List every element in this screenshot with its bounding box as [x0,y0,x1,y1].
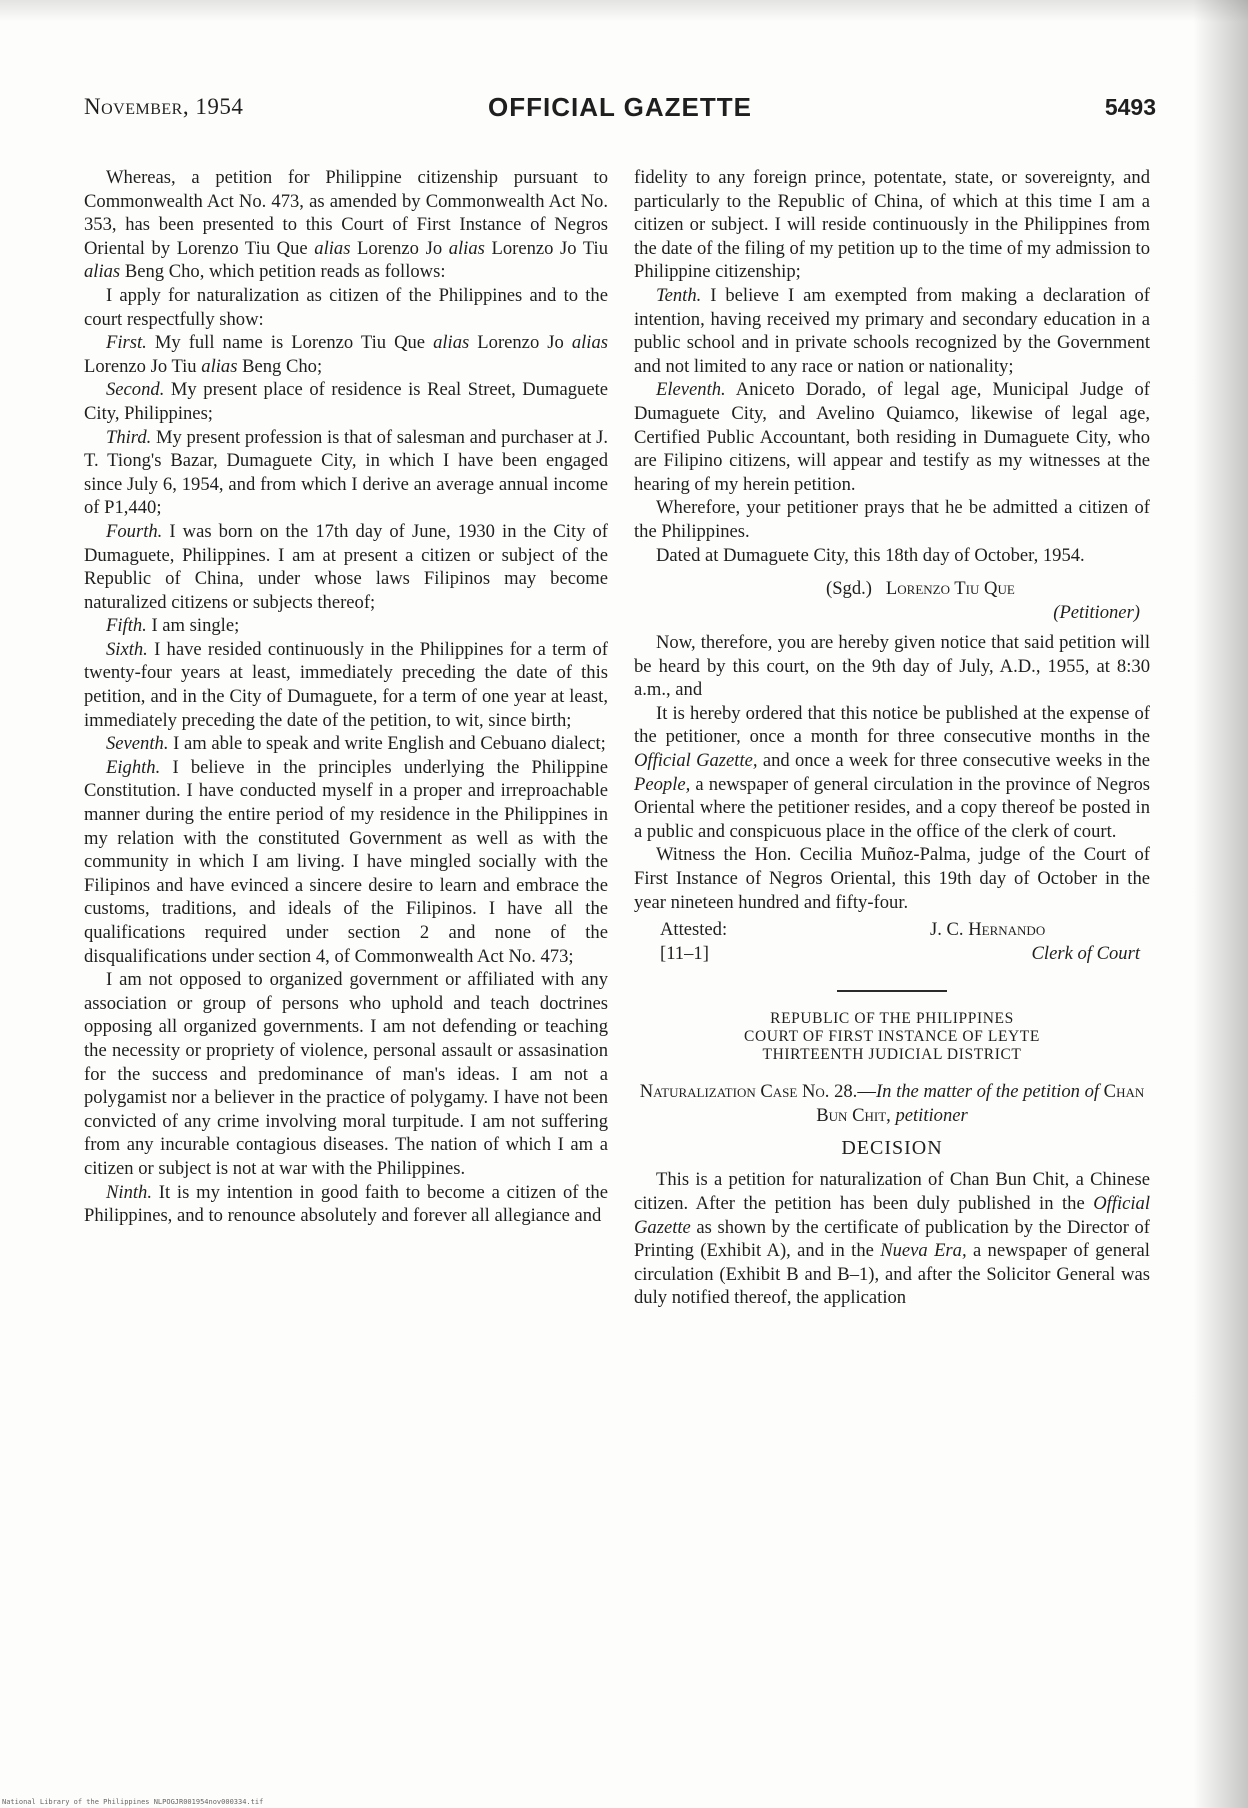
caption-court: COURT OF FIRST INSTANCE OF LEYTE [744,1028,1040,1046]
scan-footer: National Library of the Philippines NLPOGJR001954nov000334.tif [2,1798,264,1806]
order-paragraph: It is hereby ordered that this notice be published at the expense of the petitioner, once a month for three consecutive months in the Official Gazette, and once a week for three consecutive weeks in the People, a newspaper of general circulation in the province of Negros Oriental where the petitioner resides, and a copy thereof be posted in a public and conspicuous place in the office of the clerk of court. [634,702,1151,842]
clerk-role: Clerk of Court [1031,943,1140,965]
case-title: Naturalization Case No. 28.—In the matter of the petition of Chan Bun Chit, petitioner [639,1081,1145,1126]
seventh-paragraph: Seventh. I am able to speak and write English and Cebuano dialect; [106,733,606,755]
decision-body: This is a petition for naturalization of Chan Bun Chit, a Chinese citizen. After the petition has been duly published in the Official Gazette as shown by the certificate of publication by the Director of Printing (Exhibit A), and in the Nueva Era, a newspaper of general circulation (Exhibit B and B–1), and after the Solicitor General was duly notified thereof, the application [634,1169,1150,1309]
fourth-paragraph: Fourth. I was born on the 17th day of June, 1930 in the City of Dumaguete, Philippines. I am at present a citizen or subject of the Republic of China, under whose laws Filipinos may become naturalized citizens or subjects thereof; [84,520,608,613]
sixth-paragraph: Sixth. I have resided continuously in the Philippines for a term of twenty-four years at least, immediately preceding the date of this petition, and in the City of Dumaguete, for a term of one year at least, immediately preceding the date of the petition, to wit, since birth; [84,638,608,731]
caption-republic: REPUBLIC OF THE PHILIPPINES [770,1010,1014,1028]
section-divider [837,990,947,992]
continued-paragraph: fidelity to any foreign prince, potentate, state, or sovereignty, and particularly to the Republic of China, of which at this time I am a citizen or subject. I will reside continuously in the Philippines from the date of the filing of my petition up to the time of my admission to Philippine citizenship; [634,167,1150,283]
page-header [84,92,1156,132]
eighth-paragraph: Eighth. I believe in the principles underlying the Philippine Constitution. I have conducted myself in a proper and irreproachable manner during the entire period of my residence in the Philippines in my relation with the constituted Government as well as with the community in which I am living. I have mingled socially with the Filipinos and have evinced a sincere desire to learn and embrace the customs, traditions, and ideals of the Filipinos. I have all the qualifications required under section 2 and none of the disqualifications under section 4, of Commonwealth Act No. 473; [84,756,608,967]
petitioner-signature [634,577,1150,631]
opposed-paragraph: I am not opposed to organized government or affiliated with any association or group of persons who uphold and teach doctrines opposing all organized governments. I am not defending or teaching the necessity or propriety of violence, personal assault or assasination for the success and predominance of man's ideas. I am not a polygamist nor a believer in the practice of polygamy. I have not been convicted of any crime involving moral turpitude. I am not suffering from any incurable contagious diseases. The nation of which I am a citizen or subject is not at war with the Philippines. [84,969,608,1179]
fifth-paragraph: Fifth. I am single; [106,615,240,637]
attested-label: Attested: [660,919,728,941]
caption-district: THIRTEENTH JUDICIAL DISTRICT [762,1046,1022,1064]
petitioner-name: Lorenzo Tiu Que [885,578,1015,600]
page-right-edge-shadow [1193,0,1248,1808]
header-date: November, 1954 [84,94,244,119]
second-paragraph: Second. My present place of residence is Real Street, Dumaguete City, Philippines; [84,379,608,424]
eleventh-paragraph: Eleventh. Aniceto Dorado, of legal age, Municipal Judge of Dumaguete City, and Avelino Quiamco, likewise of legal age, Certified Public Accountant, both residing in Dumaguete City, who are Filipino citizens, will appear and testify as my witnesses at the hearing of my herein petition. [634,379,1150,495]
apply-paragraph: I apply for naturalization as citizen of the Philippines and to the court respectfully show: [84,284,608,330]
petitioner-role: (Petitioner) [1053,602,1140,624]
tenth-paragraph: Tenth. I believe I am exempted from making a declaration of intention, having received my primary and secondary education in a public school and in private schools recognized by the Government and not limited to any race or nation or nationality; [634,284,1150,377]
intro-paragraph: Whereas, a petition for Philippine citizenship pursuant to Commonwealth Act No. 473, as amended by Commonwealth Act No. 353, has been presented to this Court of First Instance of Negros Oriental by Lorenzo Tiu Que alias Lorenzo Jo alias Lorenzo Jo Tiu alias Beng Cho, which petition reads as follows: [84,167,608,283]
first-paragraph: First. My full name is Lorenzo Tiu Que alias Lorenzo Jo alias Lorenzo Jo Tiu alias Beng Cho; [84,332,608,377]
header-title: OFFICIAL GAZETTE [488,92,752,122]
right-column [634,166,1150,1310]
page-top-shadow [0,0,1248,22]
witness-paragraph: Witness the Hon. Cecilia Muñoz-Palma, judge of the Court of First Instance of Negros Oriental, this 19th day of October in the year nineteen hundred and fifty-four. [634,844,1150,913]
decision-heading: DECISION [841,1137,943,1160]
attestation-block [634,918,1150,970]
clerk-name: J. C. Hernando [930,919,1046,941]
dated-paragraph: Dated at Dumaguete City, this 18th day of October, 1954. [656,544,1085,566]
third-paragraph: Third. My present profession is that of salesman and purchaser at J. T. Tiong's Bazar, Dumaguete City, in which I have been engaged since July 6, 1954, and from which I derive an average annual income of P1,440; [84,426,608,519]
reference-number: [11–1] [660,943,709,965]
notice-paragraph: Now, therefore, you are hereby given notice that said petition will be heard by this court, on the 9th day of July, A.D., 1955, at 8:30 a.m., and [634,632,1150,701]
header-page-number: 5493 [1104,94,1156,120]
wherefore-paragraph: Wherefore, your petitioner prays that he be admitted a citizen of the Philippines. [634,497,1150,542]
sgd-label: (Sgd.) [826,578,872,600]
left-column [84,166,608,1228]
ninth-paragraph: Ninth. It is my intention in good faith to become a citizen of the Philippines, and to renounce absolutely and forever all allegiance and [84,1181,608,1227]
court-caption [634,1010,1150,1064]
